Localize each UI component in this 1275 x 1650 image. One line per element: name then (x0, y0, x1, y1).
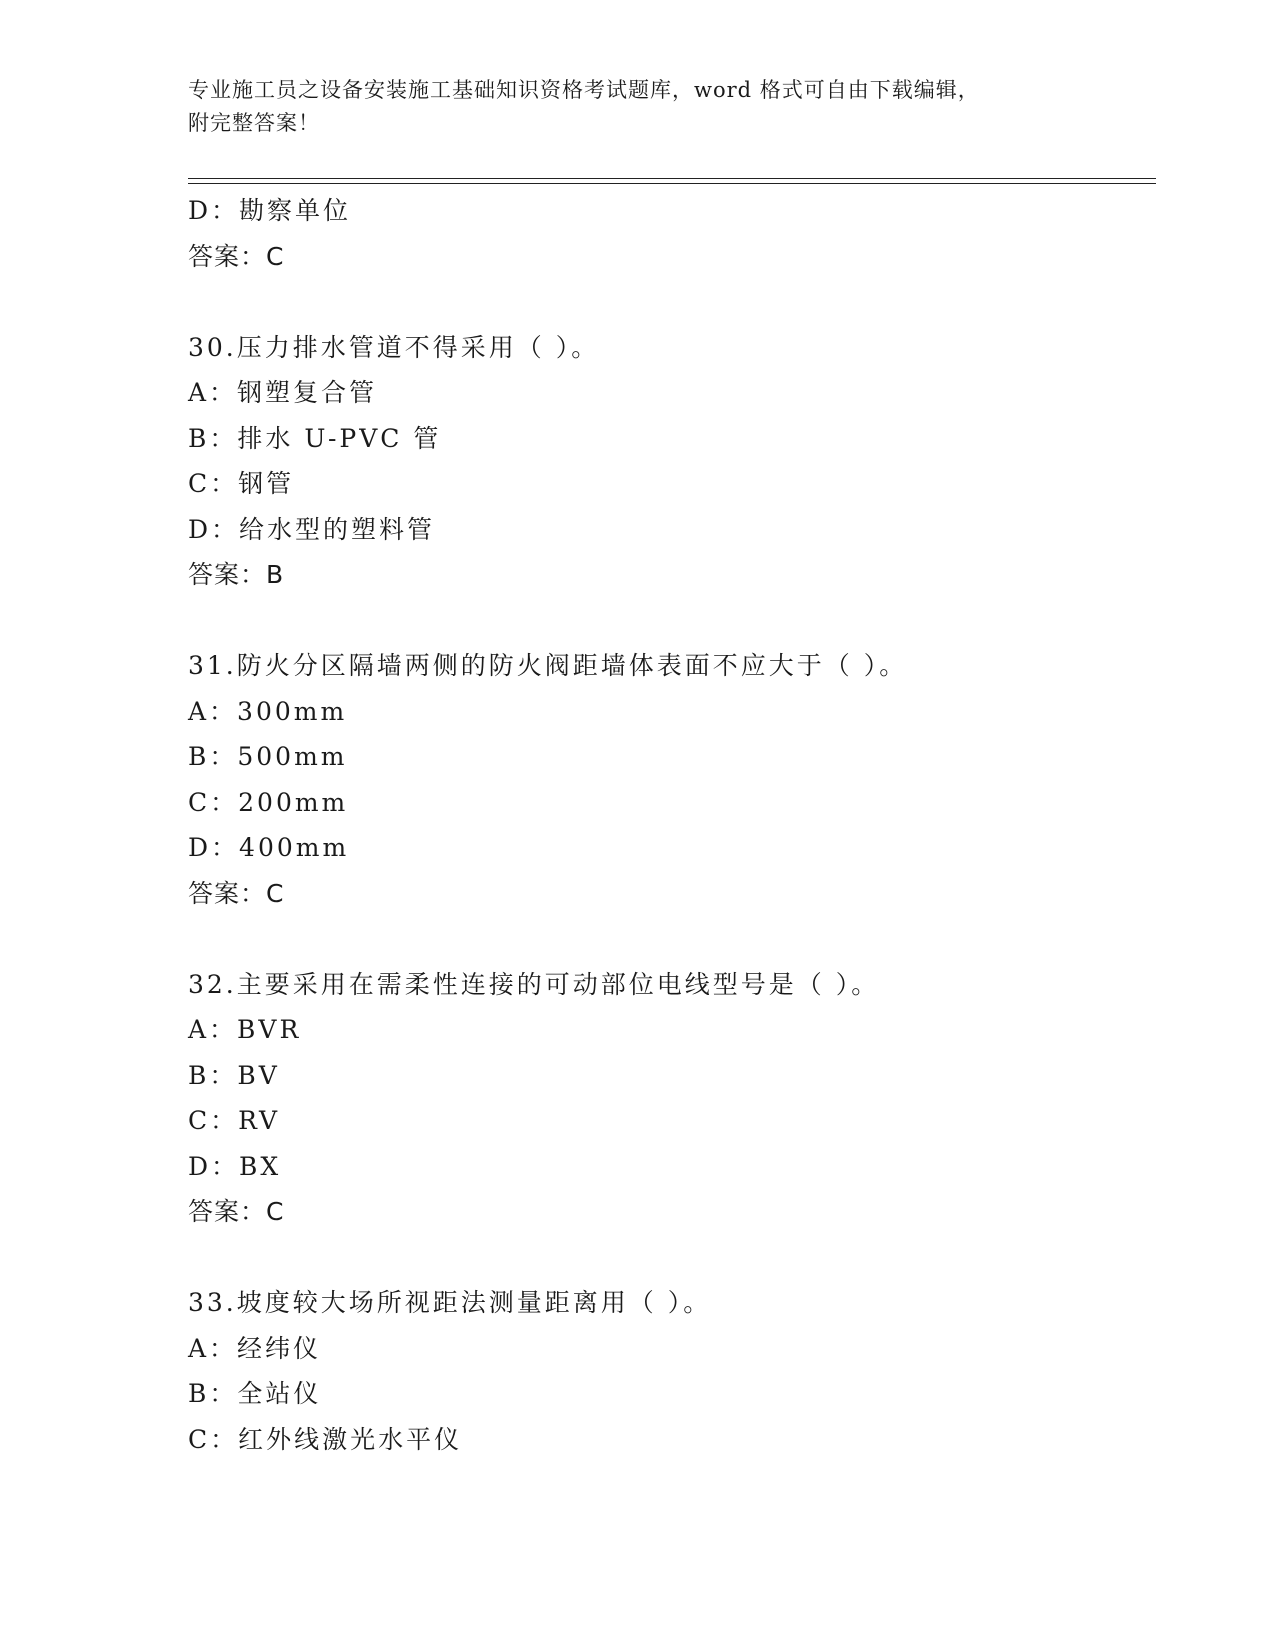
question-32-option-d: D：BX (188, 1151, 282, 1181)
question-32-stem: 32.主要采用在需柔性连接的可动部位电线型号是（ ）。 (188, 969, 880, 999)
spacer (188, 598, 1148, 644)
question-31-option-d: D：400mm (188, 833, 350, 862)
question-list (188, 188, 1148, 1462)
question-32-option-c: C：RV (188, 1106, 281, 1135)
question-31-option-a: A：300mm (188, 696, 348, 726)
header-divider-top (188, 178, 1156, 179)
question-31-answer: 答案：C (188, 878, 285, 908)
question-33-option-a: A：经纬仪 (188, 1333, 322, 1363)
question-32-option-b: B：BV (188, 1060, 280, 1090)
question-31-stem: 31.防火分区隔墙两侧的防火阀距墙体表面不应大于（ ）。 (188, 651, 908, 680)
spacer (188, 279, 1148, 325)
question-30-option-c: C：钢管 (188, 469, 295, 498)
spacer (188, 1235, 1148, 1281)
question-32-option-a: A：BVR (188, 1015, 302, 1044)
question-33-option-b: B：全站仪 (188, 1379, 322, 1408)
question-30-answer: 答案：B (188, 560, 285, 589)
question-32-answer: 答案：C (188, 1197, 285, 1226)
question-30-option-a: A：钢塑复合管 (188, 378, 378, 407)
spacer (188, 916, 1148, 962)
header-title-line-2: 附完整答案！ (188, 111, 320, 135)
answer-previous: 答案：C (188, 241, 285, 271)
question-30-stem: 30.压力排水管道不得采用（ ）。 (188, 332, 600, 362)
question-30-option-d: D：给水型的塑料管 (188, 514, 436, 544)
option-d-previous: D：勘察单位 (188, 196, 352, 225)
header-title-line-1: 专业施工员之设备安装施工基础知识资格考试题库，word 格式可自由下载编辑， (188, 78, 980, 102)
document-header (188, 74, 1088, 140)
question-30-option-b: B：排水 U-PVC 管 (188, 423, 442, 453)
question-31-option-b: B：500mm (188, 742, 348, 771)
question-33-option-c: C：红外线激光水平仪 (188, 1424, 463, 1454)
question-33-stem: 33.坡度较大场所视距法测量距离用（ ）。 (188, 1288, 712, 1317)
question-31-option-c: C：200mm (188, 787, 349, 817)
header-divider-bottom (188, 183, 1156, 184)
